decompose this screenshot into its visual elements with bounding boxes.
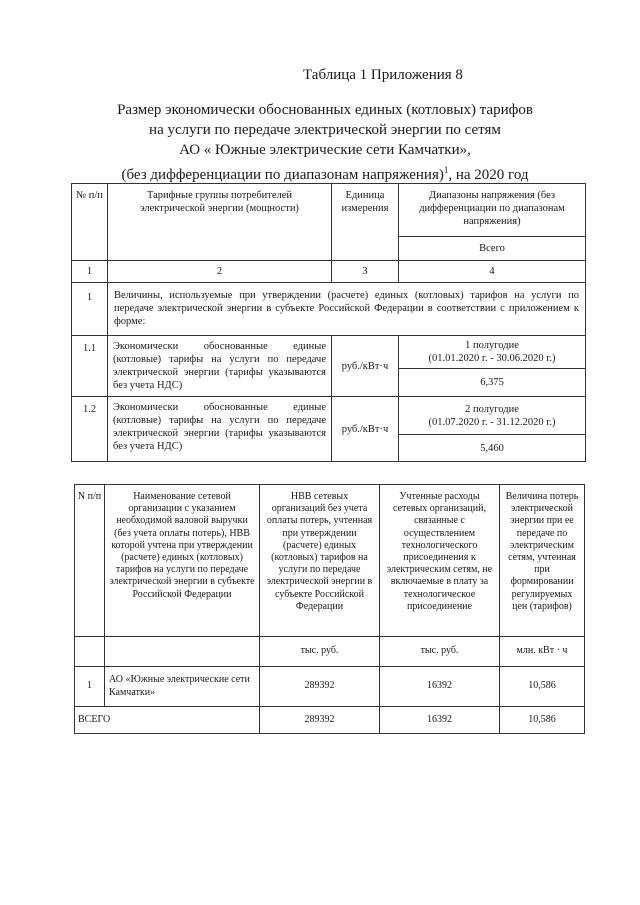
total-label: ВСЕГО: [75, 707, 260, 734]
row-unit: руб./кВт·ч: [332, 336, 399, 397]
title-line: [70, 160, 580, 185]
col-number: 4: [399, 261, 586, 283]
header-groups: Тарифные группы потребителей электрической энергии (мощности): [108, 184, 332, 261]
header-nvv: НВВ сетевых организаций без учета оплаты потерь, учтенная при утверждении (расчете) единых (котловых) тарифов на услуги по передаче электрической энергии в субъекте Российской Федерации: [260, 485, 380, 637]
title-line: Размер экономически обоснованных единых (котловых) тарифов: [117, 102, 533, 118]
row-description: Экономически обоснованные единые (котловые) тарифы на услуги по передаче электрической энергии (тарифы указываются без учета НДС): [108, 336, 332, 397]
period-cell: [399, 336, 586, 369]
header-ranges: Диапазоны напряжения (без дифференциации по диапазонам напряжения): [399, 184, 586, 237]
tariff-table: [71, 183, 586, 462]
losses-value: 10,586: [500, 667, 585, 707]
unit-nvv: тыс. руб.: [260, 637, 380, 667]
header-num: N п/п: [75, 485, 105, 637]
tariff-value: 6,375: [399, 368, 586, 396]
col-number: 1: [72, 261, 108, 283]
row-num: 1.2: [72, 397, 108, 462]
section-num: 1: [72, 283, 108, 336]
title-year: , на 2020 год: [448, 167, 529, 183]
row-unit: руб./кВт·ч: [332, 397, 399, 462]
expenses-value: 16392: [380, 667, 500, 707]
period-cell: [399, 397, 586, 435]
header-losses: Величина потерь электрической энергии при ее передаче по электрическим сетям, учтенная при формировании регулируемых цен (тарифов): [500, 485, 585, 637]
total-losses: 10,586: [500, 707, 585, 734]
empty-cell: [75, 637, 105, 667]
period-dates: (01.01.2020 г. - 30.06.2020 г.): [428, 352, 556, 364]
nvv-value: 289392: [260, 667, 380, 707]
row-num: 1: [75, 667, 105, 707]
unit-expenses: тыс. руб.: [380, 637, 500, 667]
document-title: [70, 100, 580, 185]
row-description: Экономически обоснованные единые (котловые) тарифы на услуги по передаче электрической энергии (тарифы указываются без учета НДС): [108, 397, 332, 462]
header-expenses: Учтенные расходы сетевых организаций, связанные с осуществлением технологического присоединения к электрическим сетям, не включаемые в плату за технологическое присоединение: [380, 485, 500, 637]
period-label: 2 полугодие: [465, 403, 519, 415]
title-line: на услуги по передаче электрической энергии по сетям: [149, 122, 501, 138]
empty-cell: [105, 637, 260, 667]
title-line-text: (без дифференциации по диапазонам напряжения): [121, 167, 444, 183]
title-line: АО « Южные электрические сети Камчатки»,: [179, 142, 471, 158]
section-text: Величины, используемые при утверждении (расчете) единых (котловых) тарифов на услуги по передаче электрической энергии в субъекте Российской Федерации в соответствии с приложением к форме:: [108, 283, 586, 336]
footnote-marker: 1: [443, 165, 449, 175]
col-number: 2: [108, 261, 332, 283]
total-nvv: 289392: [260, 707, 380, 734]
total-expenses: 16392: [380, 707, 500, 734]
unit-losses: млн. кВт · ч: [500, 637, 585, 667]
header-num: № п/п: [72, 184, 108, 261]
header-org-name: Наименование сетевой организации с указанием необходимой валовой выручки (без учета оплаты потерь), НВВ которой учтена при утверждении (расчете) единых (котловых) тарифов на услуги по передаче электрической энергии в субъекте Российской Федерации: [105, 485, 260, 637]
row-num: 1.1: [72, 336, 108, 397]
network-revenue-table: [74, 484, 585, 734]
period-label: 1 полугодие: [465, 339, 519, 351]
period-dates: (01.07.2020 г. - 31.12.2020 г.): [428, 416, 556, 428]
org-name: АО «Южные электрические сети Камчатки»: [105, 667, 260, 707]
header-unit: Единица измерения: [332, 184, 399, 261]
appendix-label: Таблица 1 Приложения 8: [303, 67, 463, 83]
tariff-value: 5,460: [399, 435, 586, 462]
header-total: Всего: [399, 237, 586, 261]
col-number: 3: [332, 261, 399, 283]
